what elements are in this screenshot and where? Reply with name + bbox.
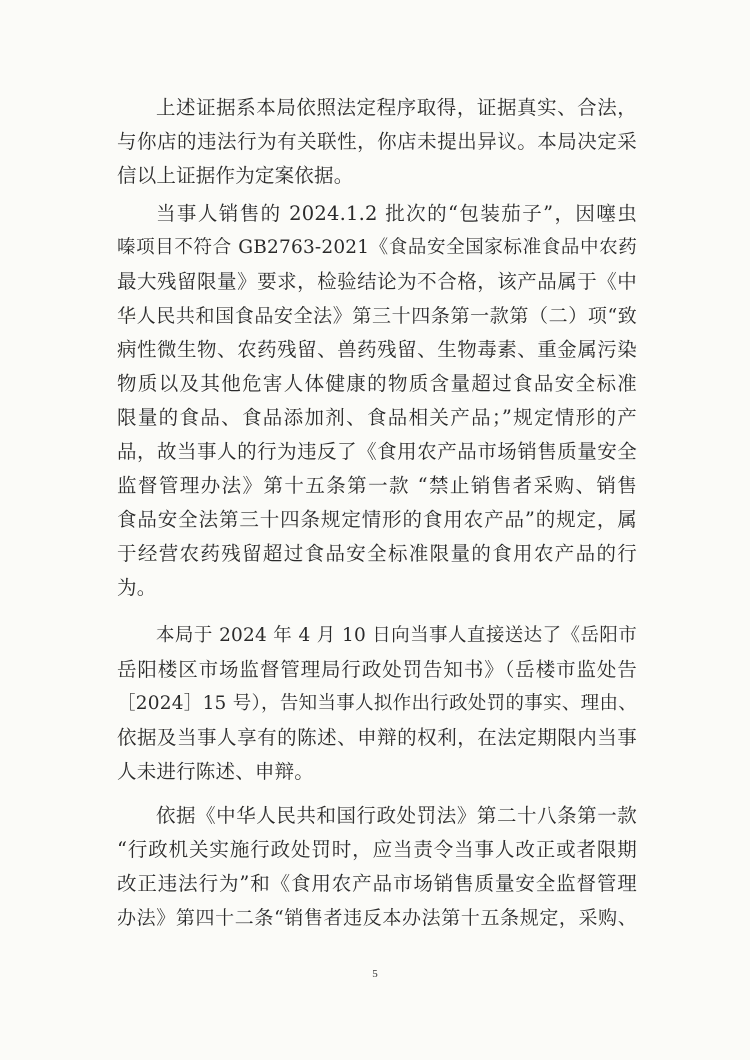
paragraph-4-line-1: 依据《中华人民共和国行政处罚法》第二十八条第一款 bbox=[156, 804, 637, 827]
paragraph-3-line-5: 人未进行陈述、申辩。 bbox=[117, 760, 315, 783]
paragraph-2-line-1: 当事人销售的 2024.1.2 批次的“包装茄子”，因噻虫 bbox=[156, 202, 637, 225]
paragraph-4-line-4: 办法》第四十二条“销售者违反本办法第十五条规定，采购、 bbox=[117, 907, 637, 929]
paragraph-2-line-5: 病性微生物、农药残留、兽药残留、生物毒素、重金属污染 bbox=[117, 338, 637, 361]
paragraph-3-line-1: 本局于 2024 年 4 月 10 日向当事人直接送达了《岳阳市 bbox=[156, 625, 637, 646]
paragraph-2-line-6: 物质以及其他危害人体健康的物质含量超过食品安全标准 bbox=[117, 372, 637, 395]
paragraph-4-line-2: “行政机关实施行政处罚时，应当责令当事人改正或者限期 bbox=[117, 838, 637, 861]
paragraph-2-line-10: 食品安全法第三十四条规定情形的食用农产品”的规定，属 bbox=[117, 508, 637, 531]
paragraph-2-line-11: 于经营农药残留超过食品安全标准限量的食用农产品的行 bbox=[117, 542, 637, 565]
paragraph-2-line-3: 最大残留限量》要求，检验结论为不合格，该产品属于《中 bbox=[117, 270, 637, 293]
paragraph-2-line-12: 为。 bbox=[117, 576, 157, 599]
paragraph-3-line-3: ［2024］15 号），告知当事人拟作出行政处罚的事实、理由、 bbox=[117, 693, 637, 714]
paragraph-4-line-3: 改正违法行为”和《食用农产品市场销售质量安全监督管理 bbox=[117, 872, 637, 895]
paragraph-3-line-2: 岳阳楼区市场监督管理局行政处罚告知书》（岳楼市监处告 bbox=[117, 658, 637, 681]
paragraph-1-line-1: 上述证据系本局依照法定程序取得，证据真实、合法， bbox=[156, 96, 637, 119]
paragraph-3-line-4: 依据及当事人享有的陈述、申辩的权利，在法定期限内当事 bbox=[117, 726, 637, 749]
paragraph-2-line-4: 华人民共和国食品安全法》第三十四条第一款第（二）项“致 bbox=[117, 305, 637, 327]
paragraph-2-line-8: 品，故当事人的行为违反了《食用农产品市场销售质量安全 bbox=[117, 440, 637, 463]
paragraph-2-line-2: 嗪项目不符合 GB2763-2021《食品安全国家标准食品中农药 bbox=[117, 237, 637, 258]
page-number: 5 bbox=[372, 968, 378, 980]
paragraph-1-line-3: 信以上证据作为定案依据。 bbox=[117, 164, 354, 187]
paragraph-1-line-2: 与你店的违法行为有关联性，你店未提出异议。本局决定采 bbox=[117, 130, 637, 153]
paragraph-2-line-7: 限量的食品、食品添加剂、食品相关产品；”规定情形的产 bbox=[117, 406, 637, 429]
paragraph-2-line-9: 监督管理办法》第十五条第一款 “禁止销售者采购、销售 bbox=[117, 474, 637, 497]
